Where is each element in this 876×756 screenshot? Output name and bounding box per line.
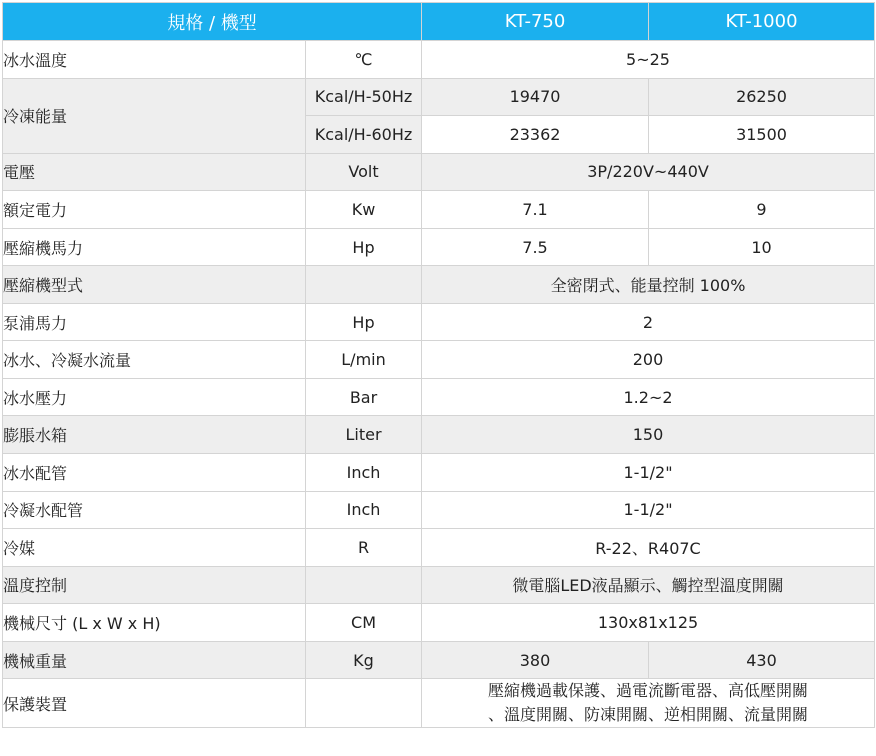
row-label: 電壓 [3,153,306,191]
row-unit: ℃ [306,41,422,79]
table-row [3,491,875,529]
table-row [3,228,875,266]
header-row [3,3,875,41]
row-value: 1.2~2 [422,378,875,416]
row-value: 150 [422,416,875,454]
row-unit: R [306,529,422,567]
table-row [3,566,875,604]
row-label: 壓縮機馬力 [3,228,306,266]
table-row [3,153,875,191]
table-row [3,303,875,341]
table-row [3,78,875,116]
row-value: 5~25 [422,41,875,79]
row-unit: Kcal/H-50Hz [306,78,422,116]
row-value: 1-1/2" [422,454,875,492]
row-unit: Inch [306,454,422,492]
table-row [3,416,875,454]
table-row [3,41,875,79]
row-label: 機械重量 [3,641,306,679]
row-label: 冰水溫度 [3,41,306,79]
row-unit [306,566,422,604]
row-value-kt750: 23362 [422,116,649,154]
row-unit: CM [306,604,422,642]
row-value [422,679,875,728]
row-unit [306,679,422,728]
row-value-kt750: 19470 [422,78,649,116]
table-row [3,191,875,229]
row-label: 機械尺寸 (L x W x H) [3,604,306,642]
row-unit: Kw [306,191,422,229]
row-label: 額定電力 [3,191,306,229]
row-label: 冷媒 [3,529,306,567]
protection-line-1: 壓縮機過載保護、過電流斷電器、高低壓開關 [488,681,809,701]
protection-line-2: 、溫度開關、防凍開關、逆相開關、流量開關 [488,705,809,725]
row-value-kt750: 380 [422,641,649,679]
row-value: 全密閉式、能量控制 100% [422,266,875,304]
row-unit: Hp [306,303,422,341]
row-value: 2 [422,303,875,341]
row-unit: Volt [306,153,422,191]
row-value-kt1000: 26250 [649,78,875,116]
row-label: 膨脹水箱 [3,416,306,454]
row-label: 保護裝置 [3,679,306,728]
model-kt750-header: KT-750 [422,3,649,41]
row-value: 1-1/2" [422,491,875,529]
spec-table [2,2,875,728]
row-label: 冰水配管 [3,454,306,492]
row-label: 泵浦馬力 [3,303,306,341]
table-row [3,529,875,567]
row-label: 冰水壓力 [3,378,306,416]
table-row [3,378,875,416]
table-row [3,341,875,379]
row-value: R-22、R407C [422,529,875,567]
table-row [3,266,875,304]
row-unit: Liter [306,416,422,454]
row-label: 冰水、冷凝水流量 [3,341,306,379]
row-value: 130x81x125 [422,604,875,642]
spec-model-header: 規格 / 機型 [3,3,422,41]
table-row [3,454,875,492]
row-value-kt1000: 9 [649,191,875,229]
row-label: 壓縮機型式 [3,266,306,304]
row-unit: Hp [306,228,422,266]
table-row [3,679,875,728]
row-unit: L/min [306,341,422,379]
row-unit: Kcal/H-60Hz [306,116,422,154]
table-row [3,604,875,642]
row-label: 溫度控制 [3,566,306,604]
row-value-kt1000: 430 [649,641,875,679]
row-value: 200 [422,341,875,379]
model-kt1000-header: KT-1000 [649,3,875,41]
table-row [3,641,875,679]
row-value-kt1000: 31500 [649,116,875,154]
row-unit [306,266,422,304]
row-unit: Kg [306,641,422,679]
row-label: 冷凍能量 [3,78,306,153]
row-label: 冷凝水配管 [3,491,306,529]
row-unit: Inch [306,491,422,529]
row-unit: Bar [306,378,422,416]
row-value-kt750: 7.1 [422,191,649,229]
row-value-kt750: 7.5 [422,228,649,266]
row-value-kt1000: 10 [649,228,875,266]
row-value: 微電腦LED液晶顯示、觸控型溫度開關 [422,566,875,604]
row-value: 3P/220V~440V [422,153,875,191]
